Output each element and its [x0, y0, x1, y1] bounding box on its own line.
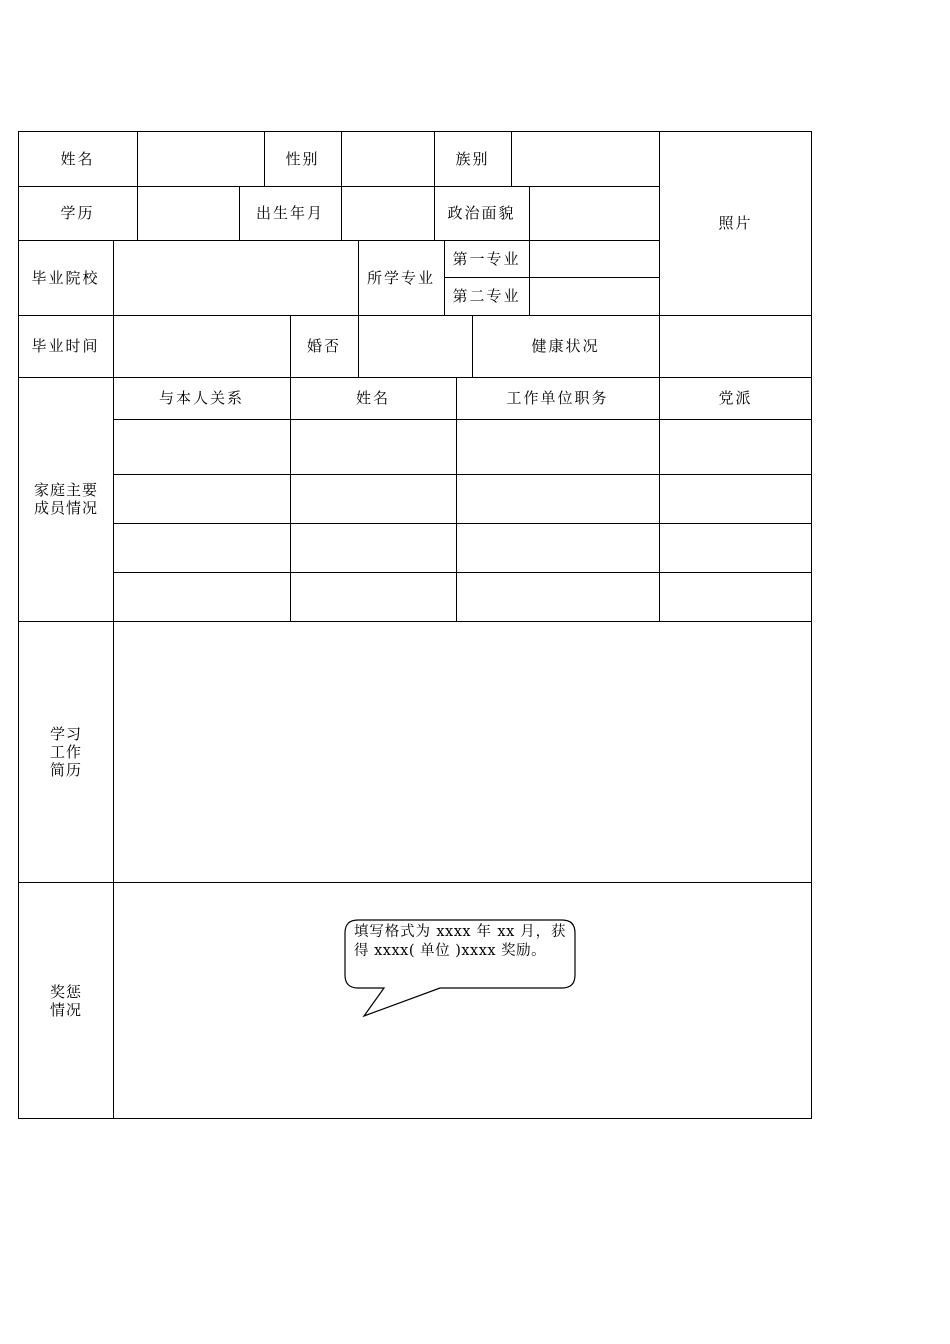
political-status-label: 政治面貌	[447, 204, 516, 222]
first-major-label: 第一专业	[452, 249, 521, 268]
awards-label: 奖惩情况	[50, 982, 83, 1019]
photo-label: 照片	[718, 214, 753, 232]
family-header-name: 姓名	[355, 389, 390, 407]
family-header-party: 党派	[718, 389, 753, 407]
birth-date-field[interactable]	[342, 187, 434, 240]
family-cell-name[interactable]	[291, 573, 456, 621]
major-label: 所学专业	[366, 268, 435, 287]
marital-field[interactable]	[359, 316, 472, 377]
family-header-employer: 工作单位职务	[506, 389, 609, 407]
school-field[interactable]	[114, 241, 358, 315]
format-hint-callout	[344, 917, 578, 1019]
marital-label: 婚否	[306, 337, 341, 355]
grad-time-field[interactable]	[114, 316, 290, 377]
birth-date-label: 出生年月	[255, 204, 324, 222]
name-label: 姓名	[60, 149, 95, 168]
second-major-field[interactable]	[530, 278, 659, 315]
family-cell-relation[interactable]	[114, 573, 290, 621]
family-cell-name[interactable]	[291, 420, 456, 474]
family-label: 家庭主要成员情况	[33, 481, 98, 517]
family-cell-party[interactable]	[660, 475, 812, 523]
family-cell-party[interactable]	[660, 524, 812, 572]
family-cell-name[interactable]	[291, 524, 456, 572]
education-label: 学历	[60, 204, 95, 222]
second-major-label: 第二专业	[452, 287, 521, 305]
family-cell-employer[interactable]	[457, 420, 659, 474]
family-cell-relation[interactable]	[114, 524, 290, 572]
family-cell-party[interactable]	[660, 420, 812, 474]
family-cell-relation[interactable]	[114, 420, 290, 474]
family-cell-employer[interactable]	[457, 524, 659, 572]
education-field[interactable]	[138, 187, 239, 240]
name-field[interactable]	[138, 132, 264, 186]
resume-field[interactable]	[114, 622, 812, 882]
registration-form	[18, 131, 812, 1119]
family-cell-employer[interactable]	[457, 475, 659, 523]
resume-label: 学习工作简历	[50, 724, 83, 779]
family-cell-party[interactable]	[660, 573, 812, 621]
family-header-relation: 与本人关系	[158, 389, 244, 407]
health-label: 健康状况	[531, 337, 600, 355]
first-major-field[interactable]	[530, 241, 659, 277]
gender-label: 性别	[285, 149, 320, 168]
format-hint-text: 填写格式为 xxxx 年 xx 月，获得 xxxx( 单位 )xxxx 奖励。	[354, 924, 566, 959]
family-cell-employer[interactable]	[457, 573, 659, 621]
health-field[interactable]	[660, 316, 812, 377]
grad-time-label: 毕业时间	[31, 337, 100, 355]
family-cell-name[interactable]	[291, 475, 456, 523]
political-status-field[interactable]	[530, 187, 659, 240]
school-label: 毕业院校	[31, 268, 100, 287]
ethnicity-field[interactable]	[512, 132, 659, 186]
gender-field[interactable]	[342, 132, 434, 186]
family-cell-relation[interactable]	[114, 475, 290, 523]
ethnicity-label: 族别	[455, 149, 490, 168]
